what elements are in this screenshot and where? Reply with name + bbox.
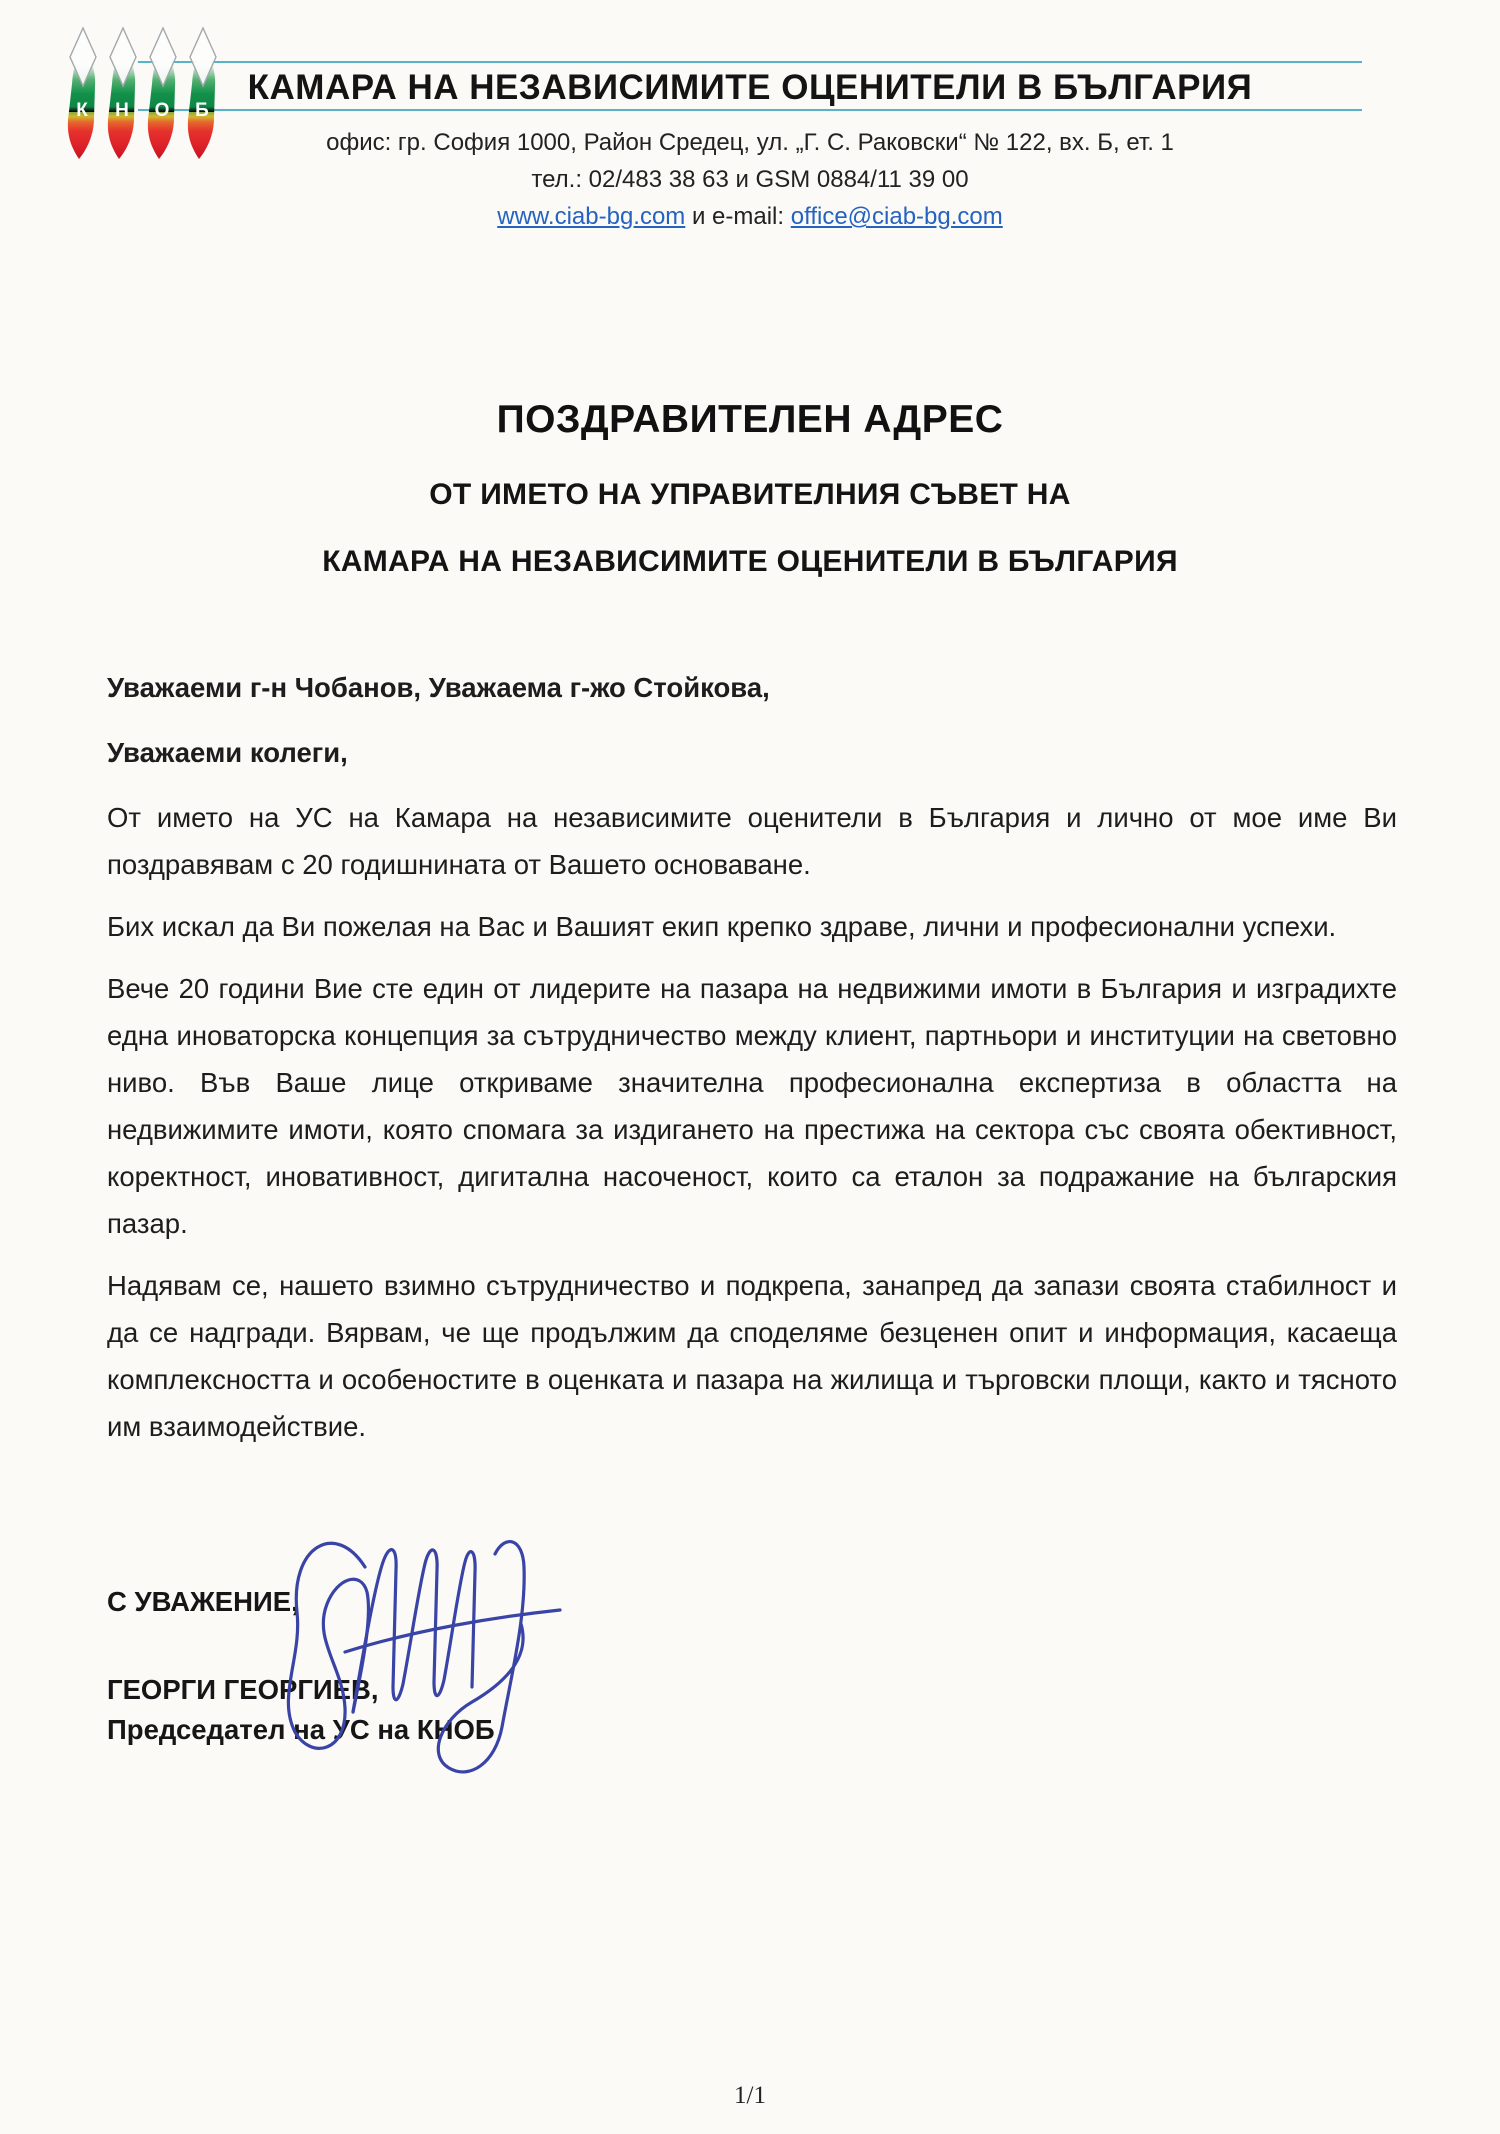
logo-letter: О <box>154 100 170 121</box>
document-subtitle-2: КАМАРА НА НЕЗАВИСИМИТЕ ОЦЕНИТЕЛИ В БЪЛГАРИЯ <box>322 545 1178 578</box>
page-number: 1/1 <box>734 2082 766 2109</box>
logo-letter: Н <box>115 100 129 121</box>
knob-logo <box>60 26 240 165</box>
connector-text: и e-mail: <box>691 203 785 230</box>
logo-unit-2 <box>108 28 136 159</box>
paragraph: Вече 20 години Вие сте един от лидерите на пазара на недвижими имоти в България и изградихте една иноваторска концепция за сътрудничество между клиент, партньори и институции на световно ниво. Във Ваше лице откриваме значителна професионална експертиза в областта на недвижимите имоти, която спомага за издигането на престижа на сектора със своята обективност, коректност, иновативност, дигитална насоченост, които са еталон за подражание на българския пазар. <box>107 973 1397 1239</box>
web-email-line <box>0 202 1500 232</box>
paragraph: Бих искал да Ви пожелая на Вас и Вашият екип крепко здраве, лични и професионални успехи. <box>107 911 1337 942</box>
logo-unit-1 <box>68 28 96 159</box>
signature-block <box>107 1586 495 1750</box>
address-line: офис: гр. София 1000, Район Средец, ул. „Г. С. Раковски“ № 122, вх. Б, ет. 1 <box>326 129 1174 156</box>
logo-unit-3 <box>148 28 176 159</box>
signer-title: Председател на УС на КНОБ <box>107 1714 495 1745</box>
header-rule-top <box>138 61 1362 63</box>
document-title: ПОЗДРАВИТЕЛЕН АДРЕС <box>496 398 1004 441</box>
logo-letter: К <box>76 100 88 121</box>
logo-letter: Б <box>195 100 209 121</box>
closing-text: С УВАЖЕНИЕ, <box>107 1586 299 1617</box>
signer-name: ГЕОРГИ ГЕОРГИЕВ, <box>107 1674 379 1705</box>
knob-logo-icon <box>60 26 240 160</box>
salutation-recipients: Уважаеми г-н Чобанов, Уважаема г-жо Стойкова, <box>107 672 770 703</box>
logo-unit-4 <box>188 28 216 159</box>
website-link[interactable]: www.ciab-bg.com <box>497 203 686 230</box>
paragraph: Надявам се, нашето взимно сътрудничество и подкрепа, занапред да запази своята стабилност и да се надгради. Вярвам, че ще продължим да споделяме безценен опит и информация, касаеща комплексността и особеностите в оценката и пазара на жилища и търговски площи, както и тясното им взаимодействие. <box>107 1270 1397 1442</box>
letter-body <box>107 664 1397 1465</box>
salutation-colleagues: Уважаеми колеги, <box>107 737 348 768</box>
email-link[interactable]: office@ciab-bg.com <box>790 203 1003 230</box>
paragraph: От името на УС на Камара на независимите оценители в България и лично от мое име Ви поздравявам с 20 годишнината от Вашето основаване. <box>107 802 1397 880</box>
org-title: КАМАРА НА НЕЗАВИСИМИТЕ ОЦЕНИТЕЛИ В БЪЛГАРИЯ <box>247 68 1253 107</box>
header-rule-bottom <box>138 109 1362 111</box>
phone-line: тел.: 02/483 38 63 и GSM 0884/11 39 00 <box>531 166 969 193</box>
document-subtitle-1: ОТ ИМЕТО НА УПРАВИТЕЛНИЯ СЪВЕТ НА <box>429 478 1071 511</box>
